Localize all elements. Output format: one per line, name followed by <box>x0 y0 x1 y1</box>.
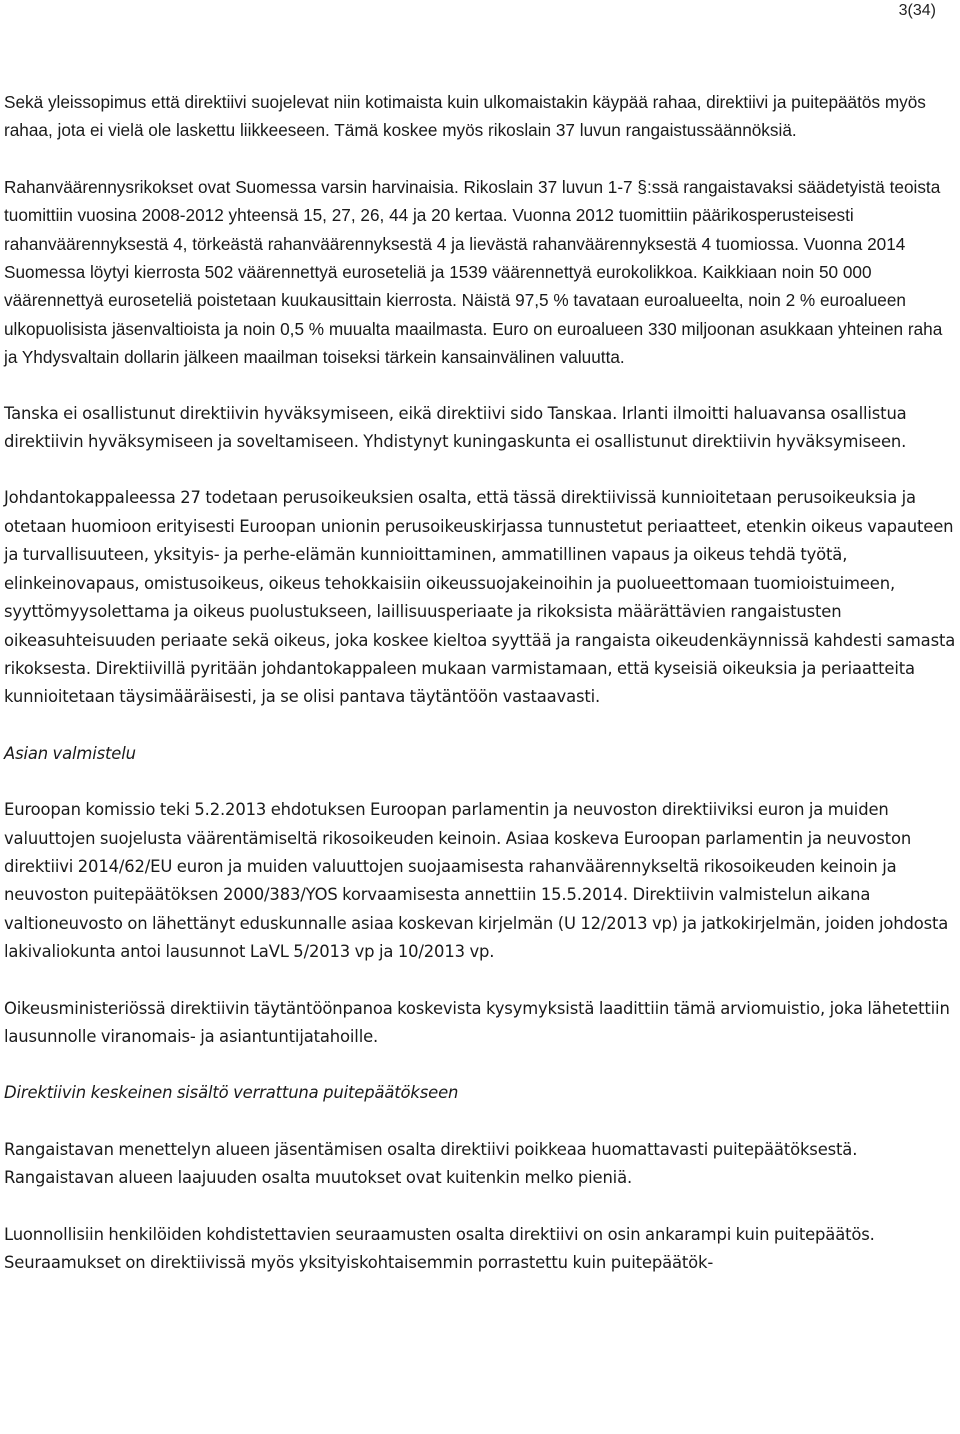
document-body <box>4 88 956 1277</box>
paragraph-5: Euroopan komissio teki 5.2.2013 ehdotuksen Euroopan parlamentin ja neuvoston direktiiviksi euron ja muiden valuuttojen suojelusta väärentämiseltä rikosoikeuden keinoin. Asiaa koskeva Euroopan parlamentin ja neuvoston direktiivi 2014/62/EU euron ja muiden valuuttojen suojaamisesta rahanväärennykseltä rikosoikeuden keinoin ja neuvoston puitepäätöksen 2000/383/YOS korvaamisesta annettiin 15.5.2014. Direktiivin valmistelun aikana valtioneuvosto on lähettänyt eduskunnalle asiaa koskevan kirjelmän (U 12/2013 vp) ja jatkokirjelmän, joiden johdosta lakivaliokunta antoi lausunnot LaVL 5/2013 vp ja 10/2013 vp. <box>4 800 949 962</box>
page-number: 3(34) <box>898 2 936 19</box>
paragraph-4: Johdantokappaleessa 27 todetaan perusoikeuksien osalta, että tässä direktiivissä kunnioitetaan perusoikeuksia ja otetaan huomioon erityisesti Euroopan unionin perusoikeuskirjassa tunnustetut periaatteet, etenkin oikeus vapauteen ja turvallisuuteen, yksityis- ja perhe-elämän kunnioittaminen, ammatillinen vapaus ja oikeus tehdä työtä, elinkeinovapaus, omistusoikeus, oikeus tehokkaisiin oikeussuojakeinoihin ja puolueettomaan tuomioistuimeen, syyttömyysolettama ja oikeus puolustukseen, laillisuusperiaate ja rikoksista määrättävien rangaistusten oikeasuhteisuuden periaate sekä oikeus, joka koskee kieltoa syyttää ja rangaista oikeudenkäynnissä kahdesti samasta rikoksesta. Direktiivillä pyritään johdantokappaleen mukaan varmistamaan, että kyseisiä oikeuksia ja periaatteita kunnioitetaan täysimääräisesti, ja se olisi pantava täytäntöön vastaavasti. <box>4 488 956 707</box>
paragraph-8: Luonnollisiin henkilöiden kohdistettavien seuraamusten osalta direktiivi on osin ankarampi kuin puitepäätös. Seuraamukset on direktiivissä myös yksityiskohtaisemmin porrastettu kuin puitepäätök- <box>4 1224 875 1272</box>
paragraph-6: Oikeusministeriössä direktiivin täytäntöönpanoa koskevista kysymyksistä laadittiin tämä arviomuistio, joka lähetettiin lausunnolle viranomais- ja asiantuntijatahoille. <box>4 998 950 1046</box>
section-heading-asian-valmistelu: Asian valmistelu <box>4 743 136 763</box>
paragraph-3: Tanska ei osallistunut direktiivin hyväksymiseen, eikä direktiivi sido Tanskaa. Irlanti ilmoitti haluavansa osallistua direktiivin hyväksymiseen ja soveltamiseen. Yhdistynyt kuningaskunta ei osallistunut direktiivin hyväksymiseen. <box>4 403 907 452</box>
section-heading-direktiivin-sisalto: Direktiivin keskeinen sisältö verrattuna puitepäätökseen <box>4 1083 459 1103</box>
paragraph-7: Rangaistavan menettelyn alueen jäsentämisen osalta direktiivi poikkeaa huomattavasti puitepäätöksestä. Rangaistavan alueen laajuuden osalta muutokset ovat kuitenkin melko pieniä. <box>4 1139 858 1188</box>
paragraph-2: Rahanväärennysrikokset ovat Suomessa varsin harvinaisia. Rikoslain 37 luvun 1-7 §:ssä rangaistavaksi säädetyistä teoista tuomittiin vuosina 2008-2012 yhteensä 15, 27, 26, 44 ja 20 kertaa. Vuonna 2012 tuomittiin päärikosperusteisesti rahanväärennyksestä 4, törkeästä rahanväärennyksestä 4 ja lievästä rahanväärennyksestä 4 tuomiossa. Vuonna 2014 Suomessa löytyi kierrosta 502 väärennettyä euroseteliä ja 1539 väärennettyä eurokolikkoa. Kaikkiaan noin 50 000 väärennettyä euroseteliä poistetaan kuukausittain kierrosta. Näistä 97,5 % tavataan euroalueelta, noin 2 % euroalueen ulkopuolisista jäsenvaltioista ja noin 0,5 % muualta maailmasta. Euro on euroalueen 330 miljoonan asukkaan yhteinen raha ja Yhdysvaltain dollarin jälkeen maailman toiseksi tärkein kansainvälinen valuutta. <box>4 176 943 368</box>
paragraph-1: Sekä yleissopimus että direktiivi suojelevat niin kotimaista kuin ulkomaistakin käypää rahaa, direktiivi ja puitepäätös myös rahaa, jota ei vielä ole laskettu liikkeeseen. Tämä koskee myös rikoslain 37 luvun rangaistussäännöksiä. <box>4 92 926 141</box>
